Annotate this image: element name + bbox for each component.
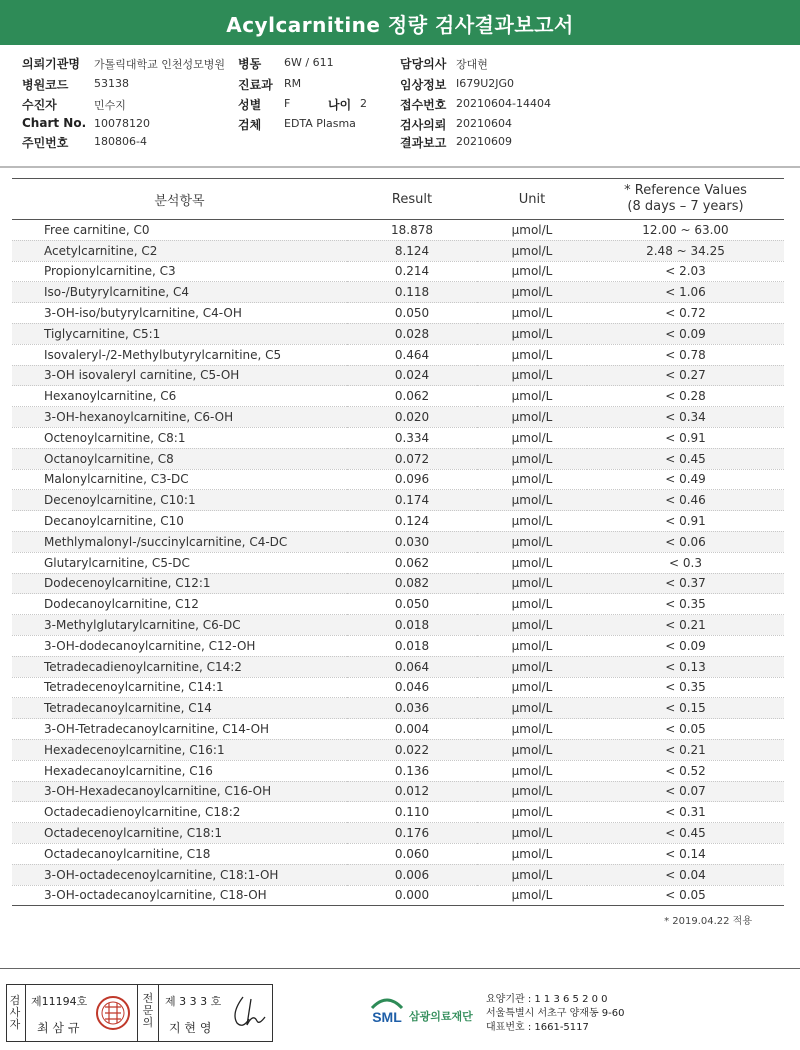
age-label: 나이 (328, 98, 352, 112)
hospital-code-label: 병원코드 (22, 78, 69, 92)
unit-value: μmol/L (477, 719, 587, 740)
analyte-name: 3-Methylglutarylcarnitine, C6-DC (12, 615, 347, 636)
reference-value: < 0.72 (587, 303, 784, 324)
table-row (12, 240, 784, 261)
result-value: 0.012 (347, 781, 477, 802)
institution-label: 의뢰기관명 (22, 57, 80, 71)
result-value: 0.006 (347, 864, 477, 885)
table-row (12, 323, 784, 344)
reference-value: < 0.31 (587, 802, 784, 823)
reference-value: < 0.21 (587, 739, 784, 760)
unit-value: μmol/L (477, 448, 587, 469)
specialist-signature-icon (227, 991, 269, 1033)
institution-value: 가톨릭대학교 인천성모병원 (94, 58, 226, 71)
result-value: 0.030 (347, 531, 477, 552)
analyte-name: Isovaleryl-/2-Methylbutyrylcarnitine, C5 (12, 344, 347, 365)
reference-value: < 0.35 (587, 594, 784, 615)
reference-value: < 0.05 (587, 885, 784, 906)
reference-value: < 2.03 (587, 261, 784, 282)
table-row (12, 677, 784, 698)
divider (158, 985, 159, 1041)
reference-value: < 0.34 (587, 407, 784, 428)
analyte-name: Octanoylcarnitine, C8 (12, 448, 347, 469)
analyte-name: Malonylcarnitine, C3-DC (12, 469, 347, 490)
id-label: 주민번호 (22, 136, 69, 150)
unit-value: μmol/L (477, 427, 587, 448)
analyte-name: 3-OH-octadecenoylcarnitine, C18:1-OH (12, 864, 347, 885)
examiner-license: 제11194호 (31, 995, 88, 1008)
analyte-name: Octadecanoylcarnitine, C18 (12, 843, 347, 864)
report-date-value: 20210609 (456, 135, 512, 148)
divider (25, 985, 26, 1041)
reference-value: < 0.27 (587, 365, 784, 386)
unit-value: μmol/L (477, 885, 587, 906)
analyte-name: 3-OH-Hexadecanoylcarnitine, C16-OH (12, 781, 347, 802)
reference-value: < 0.46 (587, 490, 784, 511)
result-value: 0.000 (347, 885, 477, 906)
patient-value: 민수지 (94, 99, 126, 112)
analyte-name: Iso-/Butyrylcarnitine, C4 (12, 282, 347, 303)
analyte-name: Glutarylcarnitine, C5-DC (12, 552, 347, 573)
analyte-name: Tetradecanoylcarnitine, C14 (12, 698, 347, 719)
doctor-label: 담당의사 (400, 57, 447, 71)
result-value: 0.136 (347, 760, 477, 781)
organization-name: 삼광의료재단 (409, 1010, 473, 1023)
reference-value: < 0.14 (587, 843, 784, 864)
table-row (12, 344, 784, 365)
analyte-name: Tetradecadienoylcarnitine, C14:2 (12, 656, 347, 677)
phone-number: 대표번호 : 1661-5117 (486, 1022, 589, 1033)
reference-value: < 0.78 (587, 344, 784, 365)
unit-value: μmol/L (477, 552, 587, 573)
table-row (12, 719, 784, 740)
result-value: 0.018 (347, 615, 477, 636)
analyte-name: Acetylcarnitine, C2 (12, 240, 347, 261)
reference-value: < 0.15 (587, 698, 784, 719)
table-row (12, 573, 784, 594)
analyte-name: Octadecadienoylcarnitine, C18:2 (12, 802, 347, 823)
table-row (12, 843, 784, 864)
reference-value: < 0.07 (587, 781, 784, 802)
analyte-name: Methlymalonyl-/succinylcarnitine, C4-DC (12, 531, 347, 552)
analyte-name: Decenoylcarnitine, C10:1 (12, 490, 347, 511)
reference-value: 12.00 ~ 63.00 (587, 220, 784, 241)
unit-value: μmol/L (477, 615, 587, 636)
result-value: 0.096 (347, 469, 477, 490)
sml-logo (368, 994, 406, 1036)
examiner-name: 최 삼 규 (37, 1021, 80, 1035)
result-value: 0.110 (347, 802, 477, 823)
unit-value: μmol/L (477, 802, 587, 823)
analyte-name: 3-OH-Tetradecanoylcarnitine, C14-OH (12, 719, 347, 740)
result-value: 0.062 (347, 552, 477, 573)
result-value: 0.174 (347, 490, 477, 511)
unit-value: μmol/L (477, 511, 587, 532)
result-value: 0.004 (347, 719, 477, 740)
table-row (12, 739, 784, 760)
results-body (12, 220, 784, 906)
patient-label: 수진자 (22, 98, 57, 112)
chart-no-label: Chart No. (22, 116, 87, 130)
unit-value: μmol/L (477, 635, 587, 656)
table-row (12, 615, 784, 636)
analyte-name: Hexadecanoylcarnitine, C16 (12, 760, 347, 781)
result-value: 0.072 (347, 448, 477, 469)
result-value: 0.028 (347, 323, 477, 344)
result-value: 0.046 (347, 677, 477, 698)
chart-no-value: 10078120 (94, 117, 150, 130)
analyte-name: Octadecenoylcarnitine, C18:1 (12, 823, 347, 844)
unit-value: μmol/L (477, 677, 587, 698)
result-value: 0.050 (347, 594, 477, 615)
reference-value: < 0.35 (587, 677, 784, 698)
reference-value: < 0.09 (587, 635, 784, 656)
reference-value: < 0.21 (587, 615, 784, 636)
table-row (12, 386, 784, 407)
unit-value: μmol/L (477, 490, 587, 511)
institution-code: 요양기관 : 1 1 3 6 5 2 0 0 (486, 994, 608, 1005)
analyte-name: Hexanoylcarnitine, C6 (12, 386, 347, 407)
result-value: 0.082 (347, 573, 477, 594)
sex-label: 성별 (238, 98, 262, 112)
divider (137, 985, 138, 1041)
unit-value: μmol/L (477, 656, 587, 677)
unit-value: μmol/L (477, 843, 587, 864)
table-row (12, 823, 784, 844)
unit-value: μmol/L (477, 698, 587, 719)
reference-value: < 0.45 (587, 448, 784, 469)
specialist-name: 지 현 영 (169, 1021, 212, 1035)
hospital-code-value: 53138 (94, 77, 129, 90)
table-row (12, 407, 784, 428)
unit-value: μmol/L (477, 864, 587, 885)
report-date-label: 결과보고 (400, 136, 447, 150)
doctor-value: 장대현 (456, 58, 488, 71)
results-table (12, 178, 784, 906)
specialist-label: 전문의 (142, 992, 154, 1029)
result-value: 0.062 (347, 386, 477, 407)
table-row (12, 760, 784, 781)
reference-value: < 0.04 (587, 864, 784, 885)
department-label: 진료과 (238, 78, 273, 92)
result-value: 0.020 (347, 407, 477, 428)
unit-value: μmol/L (477, 365, 587, 386)
analyte-name: 3-OH-iso/butyrylcarnitine, C4-OH (12, 303, 347, 324)
unit-value: μmol/L (477, 573, 587, 594)
specialist-license: 제 3 3 3 호 (165, 995, 222, 1008)
result-value: 0.176 (347, 823, 477, 844)
report-title-bar (0, 0, 800, 45)
reference-value: < 1.06 (587, 282, 784, 303)
table-row (12, 531, 784, 552)
request-date-label: 검사의뢰 (400, 118, 447, 132)
result-value: 0.124 (347, 511, 477, 532)
table-row (12, 469, 784, 490)
analyte-name: Octenoylcarnitine, C8:1 (12, 427, 347, 448)
reference-value: < 0.05 (587, 719, 784, 740)
table-row (12, 698, 784, 719)
unit-value: μmol/L (477, 469, 587, 490)
unit-value: μmol/L (477, 386, 587, 407)
table-row (12, 220, 784, 241)
table-row (12, 490, 784, 511)
analyte-name: Hexadecenoylcarnitine, C16:1 (12, 739, 347, 760)
unit-value: μmol/L (477, 823, 587, 844)
result-value: 0.214 (347, 261, 477, 282)
specimen-value: EDTA Plasma (284, 117, 356, 130)
table-row (12, 511, 784, 532)
table-row (12, 802, 784, 823)
table-header-row (12, 179, 784, 220)
receipt-label: 접수번호 (400, 98, 447, 112)
result-value: 0.334 (347, 427, 477, 448)
clinical-info-value: I679U2JG0 (456, 77, 515, 90)
ward-value: 6W / 611 (284, 56, 334, 69)
analyte-name: 3-OH isovaleryl carnitine, C5-OH (12, 365, 347, 386)
reference-value: < 0.3 (587, 552, 784, 573)
reference-value: < 0.06 (587, 531, 784, 552)
result-value: 0.060 (347, 843, 477, 864)
table-row (12, 885, 784, 906)
contact-info (486, 993, 625, 1035)
table-row (12, 282, 784, 303)
analyte-name: Decanoylcarnitine, C10 (12, 511, 347, 532)
examiner-label: 검사자 (9, 994, 21, 1031)
analyte-name: Dodecanoylcarnitine, C12 (12, 594, 347, 615)
result-value: 0.118 (347, 282, 477, 303)
examiner-seal-icon (95, 995, 131, 1031)
col-header-unit: Unit (477, 179, 587, 220)
unit-value: μmol/L (477, 594, 587, 615)
col-header-result: Result (347, 179, 477, 220)
reference-value: < 0.45 (587, 823, 784, 844)
department-value: RM (284, 77, 302, 90)
table-row (12, 781, 784, 802)
ward-label: 병동 (238, 57, 262, 71)
col-header-reference-range: (8 days – 7 years) (627, 199, 744, 214)
analyte-name: 3-OH-dodecanoylcarnitine, C12-OH (12, 635, 347, 656)
table-row (12, 448, 784, 469)
unit-value: μmol/L (477, 531, 587, 552)
result-value: 0.050 (347, 303, 477, 324)
id-value: 180806-4 (94, 135, 147, 148)
receipt-value: 20210604-14404 (456, 97, 551, 110)
table-row (12, 594, 784, 615)
reference-value: 2.48 ~ 34.25 (587, 240, 784, 261)
age-value: 2 (360, 97, 367, 110)
reference-value: < 0.91 (587, 427, 784, 448)
reference-value: < 0.49 (587, 469, 784, 490)
unit-value: μmol/L (477, 240, 587, 261)
reference-value: < 0.28 (587, 386, 784, 407)
unit-value: μmol/L (477, 220, 587, 241)
unit-value: μmol/L (477, 760, 587, 781)
clinical-info-label: 임상정보 (400, 78, 447, 92)
result-value: 0.464 (347, 344, 477, 365)
reference-note: * 2019.04.22 적용 (664, 916, 752, 927)
footer-divider (0, 968, 800, 969)
unit-value: μmol/L (477, 739, 587, 760)
col-header-reference-title: * Reference Values (624, 183, 747, 198)
table-row (12, 656, 784, 677)
reference-value: < 0.52 (587, 760, 784, 781)
unit-value: μmol/L (477, 303, 587, 324)
unit-value: μmol/L (477, 282, 587, 303)
analyte-name: Tiglycarnitine, C5:1 (12, 323, 347, 344)
table-row (12, 864, 784, 885)
table-row (12, 261, 784, 282)
reference-value: < 0.37 (587, 573, 784, 594)
specimen-label: 검체 (238, 118, 262, 132)
table-row (12, 365, 784, 386)
analyte-name: Dodecenoylcarnitine, C12:1 (12, 573, 347, 594)
table-row (12, 427, 784, 448)
analyte-name: 3-OH-octadecanoylcarnitine, C18-OH (12, 885, 347, 906)
unit-value: μmol/L (477, 323, 587, 344)
analyte-name: 3-OH-hexanoylcarnitine, C6-OH (12, 407, 347, 428)
reference-value: < 0.09 (587, 323, 784, 344)
sex-value: F (284, 97, 291, 110)
result-value: 0.036 (347, 698, 477, 719)
signature-box (6, 984, 273, 1042)
table-row (12, 303, 784, 324)
reference-value: < 0.13 (587, 656, 784, 677)
result-value: 0.024 (347, 365, 477, 386)
unit-value: μmol/L (477, 781, 587, 802)
sml-logo-icon (368, 994, 406, 1032)
table-row (12, 635, 784, 656)
result-value: 0.018 (347, 635, 477, 656)
patient-info-header (0, 48, 800, 168)
report-title: Acylcarnitine 정량 검사결과보고서 (226, 13, 574, 37)
analyte-name: Free carnitine, C0 (12, 220, 347, 241)
address: 서울특별시 서초구 양재동 9-60 (486, 1008, 625, 1019)
result-value: 0.022 (347, 739, 477, 760)
result-value: 18.878 (347, 220, 477, 241)
analyte-name: Tetradecenoylcarnitine, C14:1 (12, 677, 347, 698)
request-date-value: 20210604 (456, 117, 512, 130)
analyte-name: Propionylcarnitine, C3 (12, 261, 347, 282)
reference-value: < 0.91 (587, 511, 784, 532)
unit-value: μmol/L (477, 344, 587, 365)
col-header-reference (587, 179, 784, 220)
col-header-item: 분석항목 (12, 179, 347, 220)
unit-value: μmol/L (477, 261, 587, 282)
result-value: 8.124 (347, 240, 477, 261)
table-row (12, 552, 784, 573)
result-value: 0.064 (347, 656, 477, 677)
logo-text: SML (372, 1009, 402, 1025)
unit-value: μmol/L (477, 407, 587, 428)
